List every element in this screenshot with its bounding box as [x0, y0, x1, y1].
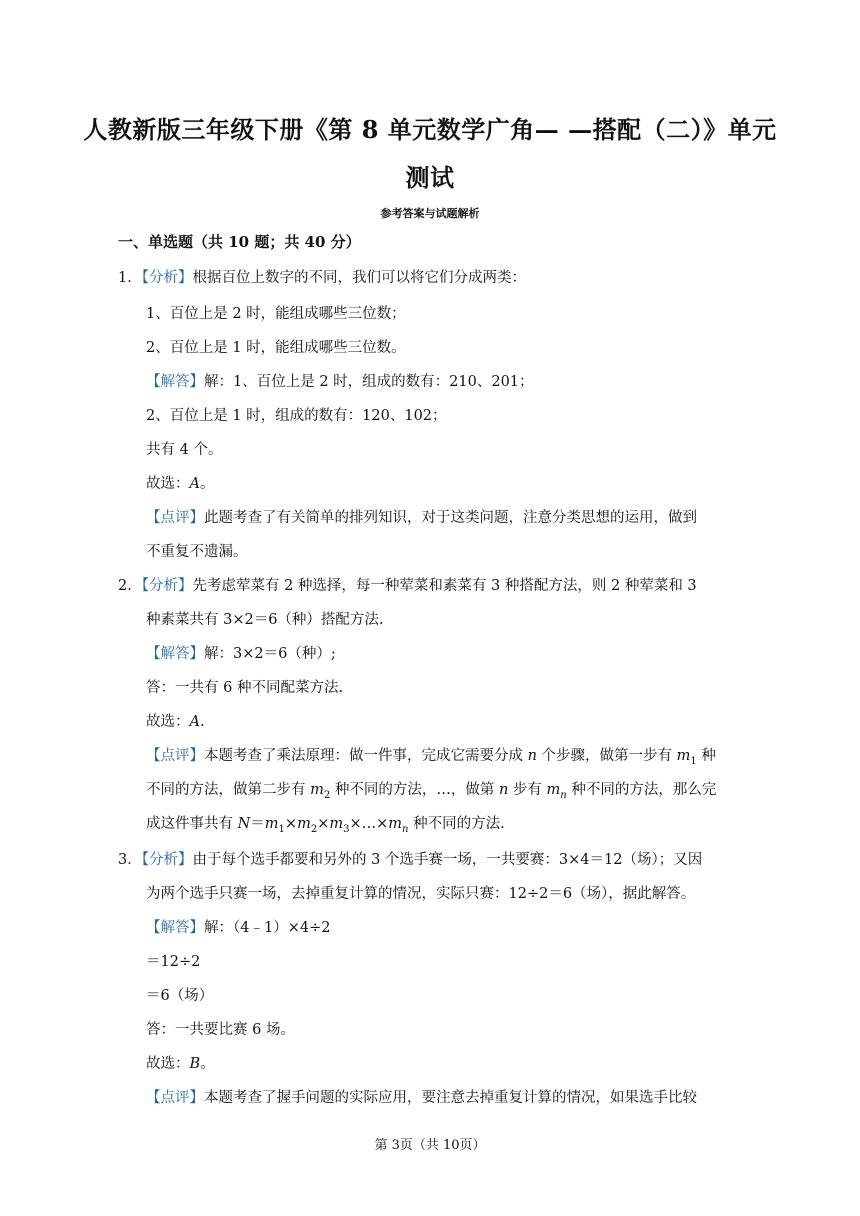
subscript: n — [560, 789, 567, 801]
q2-comment3-end: 种不同的方法. — [408, 816, 505, 832]
q1-comment-text: 此题考查了有关简单的排列知识，对于这类问题，注意分类思想的运用，做到 — [204, 510, 697, 526]
q1-analysis-text: 根据百位上数字的不同，我们可以将它们分成两类： — [192, 270, 526, 286]
q2-answer-line — [146, 712, 205, 732]
q1-comment-line — [146, 508, 697, 528]
analysis-tag: 【分析】 — [141, 578, 193, 594]
q3-solution-line3: ＝6（场） — [146, 988, 214, 1004]
answer-suffix: 。 — [200, 1056, 215, 1072]
q2-solution-line2: 答：一共有 6 种不同配菜方法. — [146, 680, 344, 696]
var-m: m — [297, 816, 311, 832]
answer-prefix: 故选： — [146, 476, 190, 492]
subscript: 2 — [310, 823, 318, 835]
q3-solution-line4: 答：一共要比赛 6 场。 — [146, 1022, 295, 1038]
answer-suffix: . — [199, 714, 205, 730]
q1-answer-line — [146, 474, 214, 494]
subscript: n — [402, 823, 409, 835]
q1-solution-text: 解：1、百位上是 2 时，组成的数有：210、201； — [204, 374, 534, 390]
q2-comment2-c: 步有 — [508, 782, 547, 798]
q2-analysis-line — [118, 576, 697, 596]
q2-comment-text-a: 本题考查了乘法原理：做一件事，完成它需要分成 — [204, 748, 528, 764]
answer-choice: B — [189, 1056, 201, 1072]
q2-solution-text: 解：3×2＝6（种）; — [204, 646, 336, 662]
solution-tag: 【解答】 — [146, 920, 204, 936]
solution-tag: 【解答】 — [146, 646, 204, 662]
times-ellipsis: ×…× — [349, 816, 389, 832]
answer-suffix: 。 — [199, 476, 215, 492]
q2-comment2-a: 不同的方法，做第二步有 — [146, 782, 311, 798]
subscript: 1 — [278, 823, 285, 835]
q3-solution-text: 解：（4﹣1）×4÷2 — [204, 920, 331, 936]
times-sign: × — [284, 816, 298, 832]
subscript: 2 — [323, 789, 331, 801]
q3-number: 3． — [118, 852, 142, 868]
document-subtitle: 参考答案与试题解析 — [380, 207, 480, 220]
answer-prefix: 故选： — [146, 1056, 190, 1072]
answer-choice: A — [189, 714, 200, 730]
q2-comment-text-c: 种 — [696, 748, 716, 764]
var-m: m — [310, 782, 324, 798]
var-m: m — [546, 782, 561, 798]
document-title-line2: 测试 — [405, 163, 455, 192]
q1-solution-line3: 共有 4 个。 — [146, 442, 223, 458]
q2-comment-line3 — [146, 814, 505, 840]
answer-prefix: 故选： — [146, 714, 190, 730]
q3-comment-line — [146, 1088, 697, 1108]
q3-comment-text: 本题考查了握手问题的实际应用，要注意去掉重复计算的情况，如果选手比较 — [204, 1090, 697, 1106]
q3-analysis-text: 由于每个选手都要和另外的 3 个选手赛一场，一共要赛：3×4＝12（场）；又因 — [192, 852, 703, 868]
q3-analysis-line2: 为两个选手只赛一场，去掉重复计算的情况，实际只赛：12÷2＝6（场），据此解答。 — [146, 886, 696, 902]
times-sign: × — [317, 816, 330, 832]
var-m: m — [329, 816, 344, 832]
q2-comment2-d: 种不同的方法，那么完 — [566, 782, 717, 798]
q1-solution-line — [146, 372, 534, 392]
var-n: n — [498, 782, 509, 798]
var-m: m — [676, 748, 691, 764]
q2-comment-line — [146, 746, 716, 772]
q1-analysis-item1: 1、百位上是 2 时，能组成哪些三位数； — [146, 306, 406, 322]
analysis-tag: 【分析】 — [141, 852, 193, 868]
analysis-tag: 【分析】 — [141, 270, 193, 286]
page-footer: 第 3页（共 10页） — [374, 1138, 486, 1153]
answer-choice: A — [189, 476, 200, 492]
subscript: 3 — [343, 823, 350, 835]
q3-solution-line2: ＝12÷2 — [146, 954, 201, 970]
q2-comment-line2 — [146, 780, 716, 806]
q2-analysis-line2: 种素菜共有 3×2＝6（种）搭配方法. — [146, 612, 384, 628]
equals-sign: ＝ — [250, 816, 265, 832]
comment-tag: 【点评】 — [146, 1090, 204, 1106]
var-n: n — [527, 748, 537, 764]
comment-tag: 【点评】 — [146, 748, 204, 764]
q1-comment-line2: 不重复不遗漏。 — [146, 544, 248, 560]
q2-solution-line — [146, 644, 336, 664]
q2-analysis-text: 先考虑荤菜有 2 种选择，每一种荤菜和素菜有 3 种搭配方法，则 2 种荤菜和 3 — [192, 578, 697, 594]
document-title-line1: 人教新版三年级下册《第 8 单元数学广角— —搭配（二）》单元 — [83, 115, 777, 144]
q1-analysis-item2: 2、百位上是 1 时，能组成哪些三位数。 — [146, 340, 406, 356]
section-heading: 一、单选题（共 10 题；共 40 分） — [118, 233, 361, 251]
q2-number: 2． — [118, 578, 142, 594]
solution-tag: 【解答】 — [146, 374, 204, 390]
q2-comment2-b: 种不同的方法，…，做第 — [330, 782, 499, 798]
q3-answer-line — [146, 1054, 215, 1074]
var-m: m — [264, 816, 279, 832]
q1-analysis-line — [118, 268, 526, 288]
comment-tag: 【点评】 — [146, 510, 204, 526]
q1-solution-line2: 2、百位上是 1 时，组成的数有：120、102； — [146, 408, 447, 424]
q3-solution-line — [146, 918, 330, 938]
var-N: N — [237, 816, 251, 832]
q3-analysis-line — [118, 850, 702, 870]
q2-comment3-a: 成这件事共有 — [146, 816, 238, 832]
var-m: m — [388, 816, 403, 832]
q1-number: 1． — [118, 270, 142, 286]
q2-comment-text-b: 个步骤，做第一步有 — [536, 748, 677, 764]
subscript: 1 — [690, 755, 697, 767]
